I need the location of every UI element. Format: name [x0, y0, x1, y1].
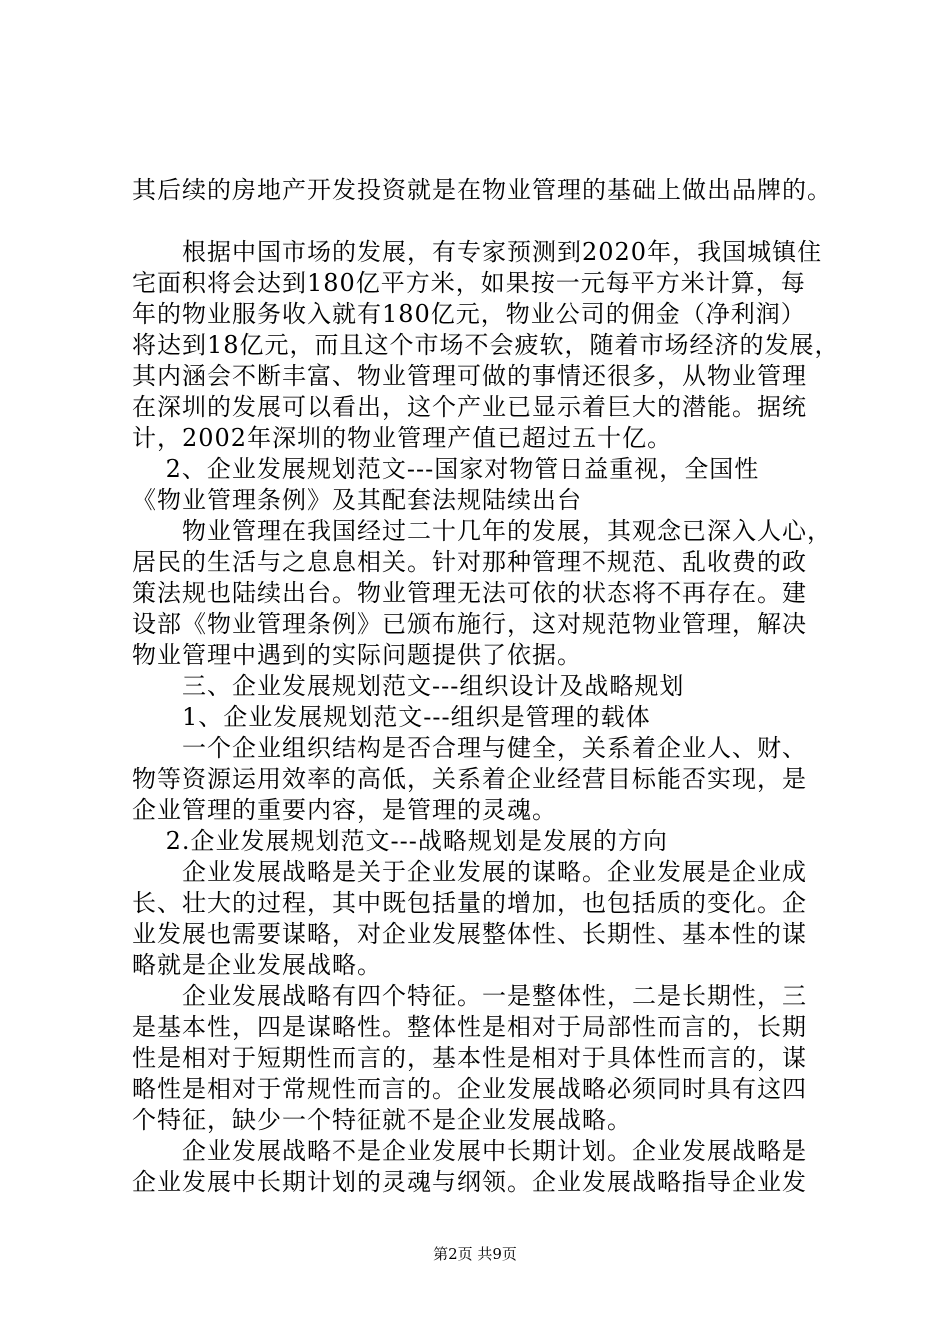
- section-heading: 2、企业发展规划范文---国家对物管日益重视，全国性: [132, 455, 760, 483]
- text-line: 宅面积将会达到180亿平方米，如果按一元每平方米计算，每: [132, 269, 806, 297]
- text-line: 将达到18亿元，而且这个市场不会疲软，随着市场经济的发展，: [132, 331, 840, 359]
- text-line: 企业发展中长期计划的灵魂与纲领。企业发展战略指导企业发: [132, 1168, 807, 1196]
- text-line: 居民的生活与之息息相关。针对那种管理不规范、乱收费的政: [132, 548, 807, 576]
- text-line: 根据中国市场的发展，有专家预测到2020年，我国城镇住: [132, 238, 823, 266]
- section-heading: 三、企业发展规划范文---组织设计及战略规划: [132, 672, 685, 700]
- text-line: 年的物业服务收入就有180亿元，物业公司的佣金（净利润）: [132, 300, 806, 328]
- text-line: 略性是相对于常规性而言的。企业发展战略必须同时具有这四: [132, 1075, 807, 1103]
- section-heading: 2.企业发展规划范文---战略规划是发展的方向: [132, 827, 668, 855]
- text-line: 物业管理中遇到的实际问题提供了依据。: [132, 641, 582, 669]
- section-heading: 《物业管理条例》及其配套法规陆续出台: [132, 486, 582, 514]
- text-line: 一个企业组织结构是否合理与健全，关系着企业人、财、: [132, 734, 807, 762]
- text-line: 物等资源运用效率的高低，关系着企业经营目标能否实现，是: [132, 765, 807, 793]
- text-line: 性是相对于短期性而言的，基本性是相对于具体性而言的，谋: [132, 1044, 807, 1072]
- text-line: 企业发展战略有四个特征。一是整体性，二是长期性，三: [132, 982, 807, 1010]
- text-line: 个特征，缺少一个特征就不是企业发展战略。: [132, 1106, 632, 1134]
- text-line: 业发展也需要谋略，对企业发展整体性、长期性、基本性的谋: [132, 920, 807, 948]
- page-number-footer: 第2页 共9页: [433, 1245, 517, 1263]
- text-line: 略就是企业发展战略。: [132, 951, 382, 979]
- text-line: 计，2002年深圳的物业管理产值已超过五十亿。: [132, 424, 673, 452]
- text-line: 是基本性，四是谋略性。整体性是相对于局部性而言的，长期: [132, 1013, 807, 1041]
- text-line: 长、壮大的过程，其中既包括量的增加，也包括质的变化。企: [132, 889, 807, 917]
- text-line: 其后续的房地产开发投资就是在物业管理的基础上做出品牌的。: [132, 176, 832, 204]
- text-line: 物业管理在我国经过二十几年的发展，其观念已深入人心，: [132, 517, 832, 545]
- text-line: 企业发展战略是关于企业发展的谋略。企业发展是企业成: [132, 858, 807, 886]
- section-heading: 1、企业发展规划范文---组织是管理的载体: [132, 703, 651, 731]
- text-line: 其内涵会不断丰富、物业管理可做的事情还很多，从物业管理: [132, 362, 807, 390]
- text-line: 设部《物业管理条例》已颁布施行，这对规范物业管理，解决: [132, 610, 807, 638]
- text-line: 策法规也陆续出台。物业管理无法可依的状态将不再存在。建: [132, 579, 807, 607]
- text-line: 在深圳的发展可以看出，这个产业已显示着巨大的潜能。据统: [132, 393, 807, 421]
- text-line: 企业发展战略不是企业发展中长期计划。企业发展战略是: [132, 1137, 807, 1165]
- text-line: 企业管理的重要内容，是管理的灵魂。: [132, 796, 557, 824]
